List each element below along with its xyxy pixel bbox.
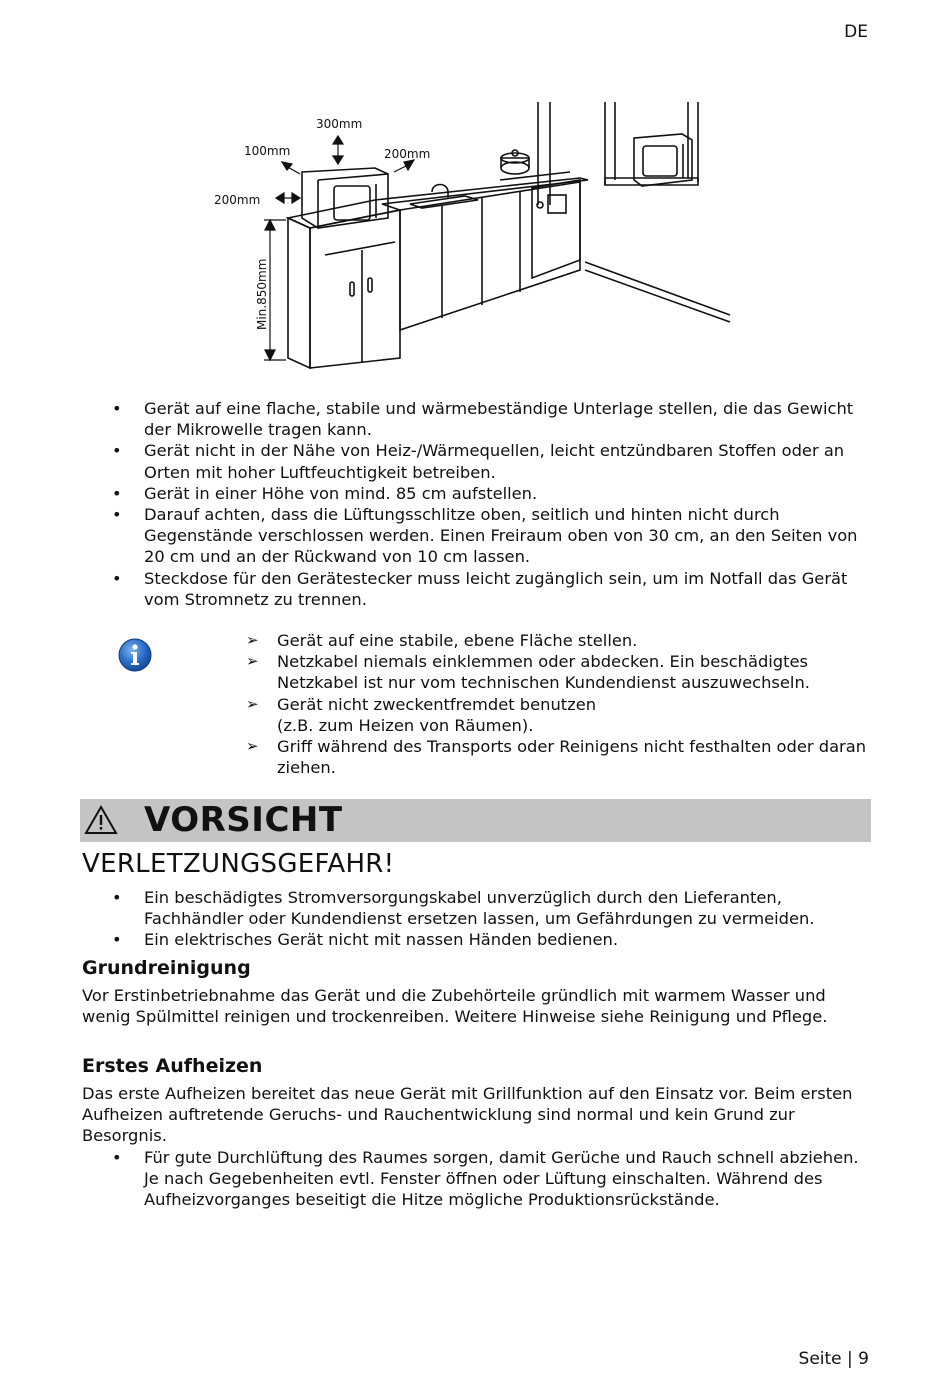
list-item: • Ein beschädigtes Stromversorgungskabel unverzüglich durch den Lieferanten, Fachhändler oder Kundendienst ersetzen lassen, um Gefährdungen zu vermeiden. xyxy=(112,887,872,929)
list-item: • Ein elektrisches Gerät nicht mit nassen Händen bedienen. xyxy=(112,929,872,950)
list-item: • Gerät auf eine flache, stabile und wärmebeständige Unterlage stellen, die das Gewicht der Mikrowelle tragen kann. xyxy=(112,398,872,440)
warning-banner xyxy=(80,799,871,842)
list-item: • Gerät nicht in der Nähe von Heiz-/Wärmequellen, leicht entzündbaren Stoffen oder an Orten mit hoher Luftfeuchtigkeit betreiben. xyxy=(112,440,872,482)
first-heating-list xyxy=(112,1147,872,1211)
page-number: Seite | 9 xyxy=(798,1349,869,1369)
kitchen-drawing xyxy=(210,100,750,372)
dim-label-top: 300mm xyxy=(316,117,363,131)
list-item: • Darauf achten, dass die Lüftungsschlitze oben, seitlich und hinten nicht durch Gegenstände verschlossen werden. Einen Freiraum oben von 30 cm, an den Seiten von 20 cm und an der Rückwand von 10 cm lassen. xyxy=(112,504,872,568)
first-heating-paragraph: Das erste Aufheizen bereitet das neue Gerät mit Grillfunktion auf den Einsatz vor. Beim ersten Aufheizen auftretende Geruchs- und Rauchentwicklung sind normal und kein Grund zur Besorgnis. xyxy=(82,1084,853,1146)
section-heading-first-heating: Erstes Aufheizen xyxy=(82,1055,263,1077)
list-item: • Für gute Durchlüftung des Raumes sorgen, damit Gerüche und Rauch schnell abziehen. Je nach Gegebenheiten evtl. Fenster öffnen oder Lüftung einschalten. Während des Aufheizvorganges beseitigt die Hitze mögliche Produktionsrückstände. xyxy=(112,1147,872,1211)
list-item: • Steckdose für den Gerätestecker muss leicht zugänglich sein, um im Notfall das Gerät vom Stromnetz zu trennen. xyxy=(112,568,872,610)
installation-illustration xyxy=(210,100,750,372)
dim-label-left-upper: 100mm xyxy=(244,144,291,158)
warning-title: VORSICHT xyxy=(144,800,343,840)
list-item: ➢ Griff während des Transports oder Reinigens nicht festhalten oder daran ziehen. xyxy=(246,736,886,778)
warning-list xyxy=(112,887,872,951)
dim-label-right: 200mm xyxy=(384,147,431,161)
cleaning-paragraph: Vor Erstinbetriebnahme das Gerät und die Zubehörteile gründlich mit warmem Wasser und wenig Spülmittel reinigen und trockenreiben. Weitere Hinweise siehe Reinigung und Pflege. xyxy=(82,986,828,1027)
list-item: ➢ Netzkabel niemals einklemmen oder abdecken. Ein beschädigtes Netzkabel ist nur vom technischen Kundendienst auszuwechseln. xyxy=(246,651,886,693)
language-indicator: DE xyxy=(844,22,868,42)
warning-triangle-icon xyxy=(84,805,118,835)
placement-list xyxy=(112,398,872,610)
list-item: ➢ Gerät auf eine stabile, ebene Fläche stellen. xyxy=(246,630,886,651)
hazard-subtitle: VERLETZUNGSGEFAHR! xyxy=(82,849,395,879)
list-item: ➢ Gerät nicht zweckentfremdet benutzen (z.B. zum Heizen von Räumen). xyxy=(246,694,886,736)
info-icon xyxy=(118,638,152,672)
list-item: • Gerät in einer Höhe von mind. 85 cm aufstellen. xyxy=(112,483,872,504)
section-heading-cleaning: Grundreinigung xyxy=(82,957,251,979)
dim-label-height: Min.850mm xyxy=(255,258,269,330)
info-list xyxy=(246,630,886,778)
dim-label-left-lower: 200mm xyxy=(214,193,261,207)
